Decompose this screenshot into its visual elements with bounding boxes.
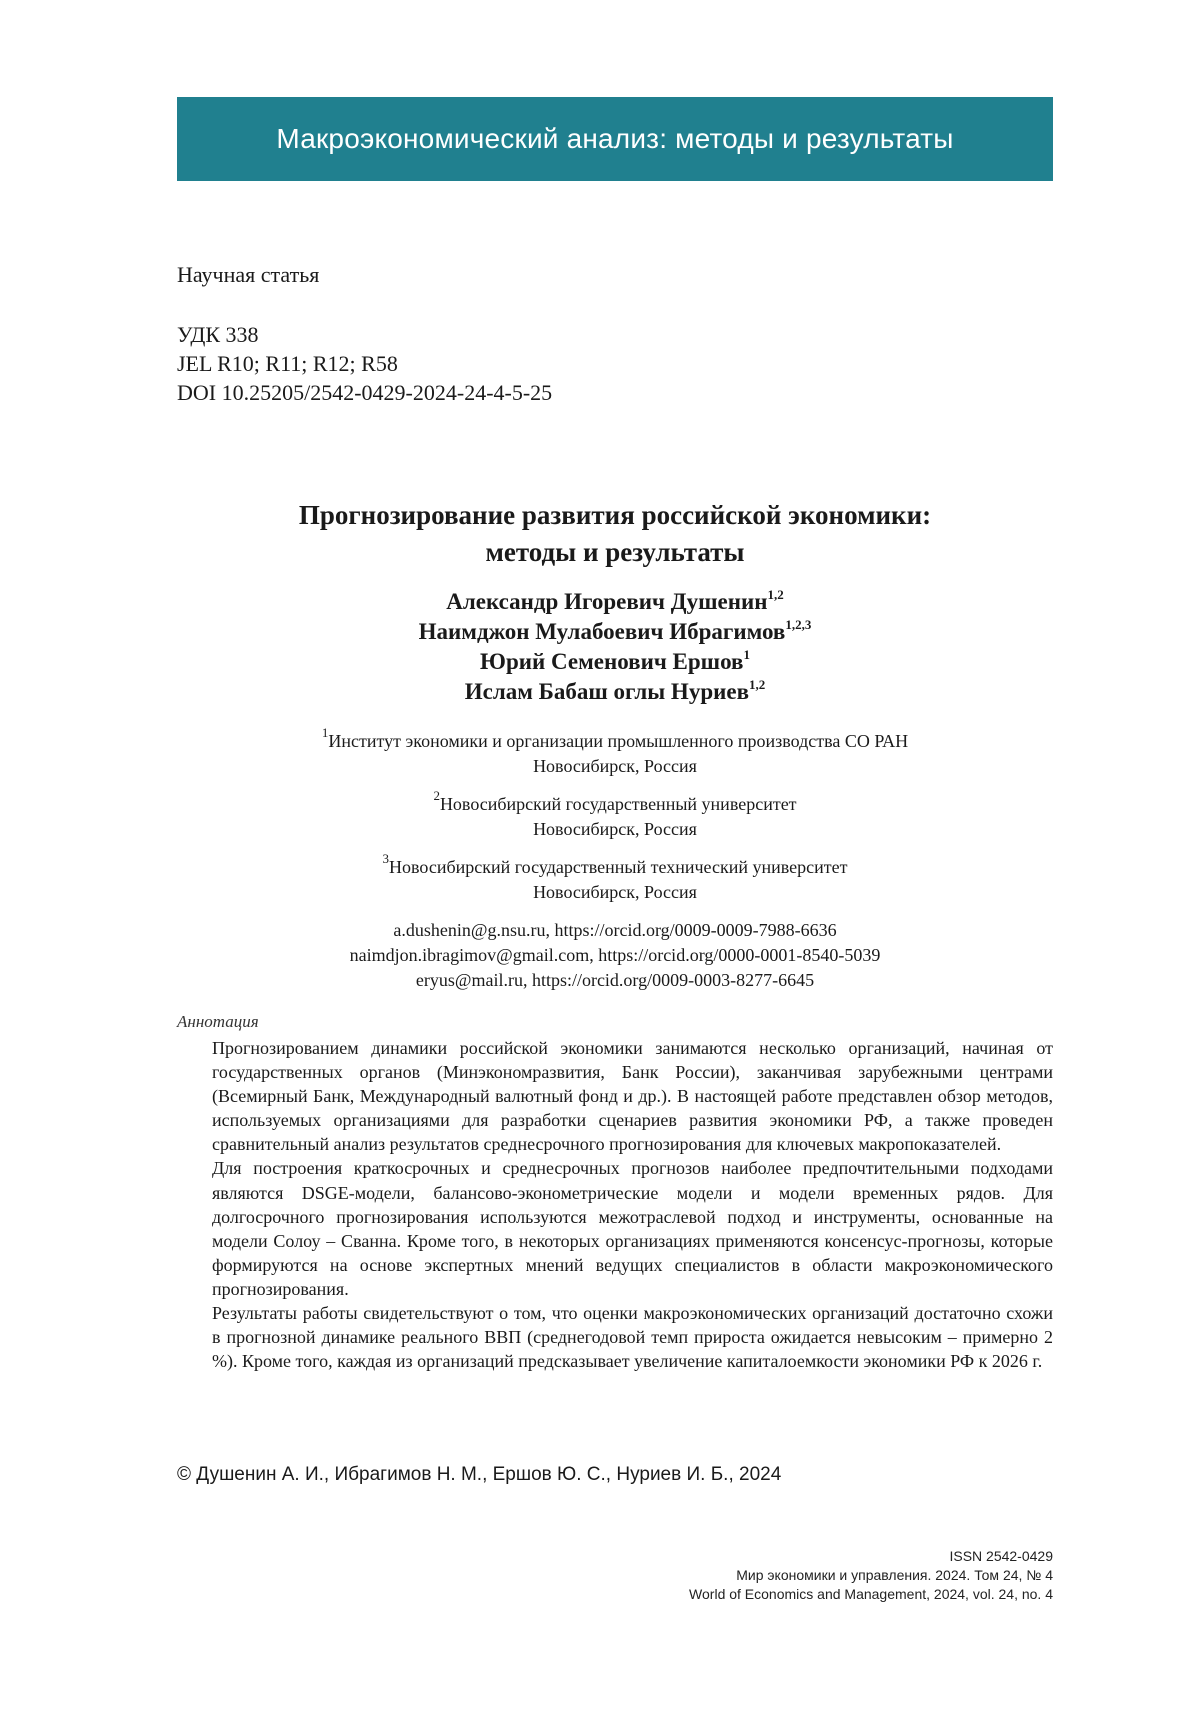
section-title: Макроэкономический анализ: методы и результаты	[276, 123, 954, 154]
journal-citation-en: World of Economics and Management, 2024, vol. 24, no. 4	[689, 1586, 1053, 1602]
contact-line[interactable]: a.dushenin@g.nsu.ru, https://orcid.org/0009-0009-7988-6636	[393, 920, 837, 940]
abstract-body	[212, 1036, 1053, 1373]
article-title	[177, 497, 1053, 571]
journal-citation-ru: Мир экономики и управления. 2024. Том 24, № 4	[736, 1567, 1053, 1583]
author: Ислам Бабаш оглы Нуриев$^{1,2}$	[464, 677, 766, 704]
article-title-line-1: Прогнозирование развития российской экономики:	[298, 500, 932, 530]
author-list	[177, 587, 1053, 707]
issn: ISSN 2542-0429	[949, 1548, 1053, 1564]
abstract-paragraph: Для построения краткосрочных и среднесрочных прогнозов наиболее предпочтительными подходами являются DSGE-модели, балансово-эконометрические модели и модели временных рядов. Для долгосрочного прогнозирования используются межотраслевой подход и инструменты, основанные на модели Солоу – Сванна. Кроме того, в некоторых организациях применяются консенсус-прогнозы, которые формируются на основе экспертных мнений ведущих специалистов в области макроэкономического прогнозирования.	[212, 1158, 1053, 1299]
section-banner	[177, 97, 1053, 181]
doi: DOI 10.25205/2542-0429-2024-24-4-5-25	[177, 380, 553, 405]
contact-line[interactable]: naimdjon.ibragimov@gmail.com, https://orcid.org/0000-0001-8540-5039	[349, 945, 881, 965]
author: Наимджон Мулабоевич Ибрагимов$^{1,2,3}$	[418, 617, 812, 644]
contact-line[interactable]: eryus@mail.ru, https://orcid.org/0009-0003-8277-6645	[415, 970, 815, 990]
affiliation-1: $^1$Институт экономики и организации промышленного производства СО РАН Новосибирск, Россия	[321, 725, 909, 776]
copyright-notice: © Душенин А. И., Ибрагимов Н. М., Ершов Ю. С., Нуриев И. Б., 2024	[177, 1464, 782, 1485]
abstract-label: Аннотация	[177, 1012, 259, 1031]
affiliation-3: $^3$Новосибирский государственный технический университет Новосибирск, Россия	[382, 851, 848, 902]
article-type: Научная статья	[177, 262, 320, 287]
author: Юрий Семенович Ершов$^1$	[480, 647, 750, 674]
affiliation-2: $^2$Новосибирский государственный университет Новосибирск, Россия	[433, 788, 797, 839]
author-contacts	[177, 918, 1053, 993]
abstract-paragraph: Прогнозированием динамики российской экономики занимаются несколько организаций, начиная от государственных органов (Минэкономразвития, Банк России), заканчивая зарубежными центрами (Всемирный Банк, Международный валютный фонд и др.). В настоящей работе представлен обзор методов, используемых организациями для разработки сценариев развития экономики РФ, а также проведен сравнительный анализ результатов среднесрочного прогнозирования для ключевых макропоказателей.	[212, 1038, 1053, 1155]
author: Александр Игоревич Душенин$^{1,2}$	[446, 587, 784, 614]
abstract-paragraph: Результаты работы свидетельствуют о том, что оценки макроэкономических организаций достаточно схожи в прогнозной динамике реального ВВП (среднегодовой темп прироста ожидается невысоким – примерно 2 %). Кроме того, каждая из организаций предсказывает увеличение капиталоемкости экономики РФ к 2026 г.	[212, 1303, 1053, 1372]
journal-info	[689, 1547, 1053, 1604]
article-title-line-2: методы и результаты	[485, 537, 745, 567]
jel-codes: JEL R10; R11; R12; R58	[177, 351, 398, 376]
article-identifiers	[177, 320, 552, 407]
udc-code: УДК 338	[177, 322, 259, 347]
